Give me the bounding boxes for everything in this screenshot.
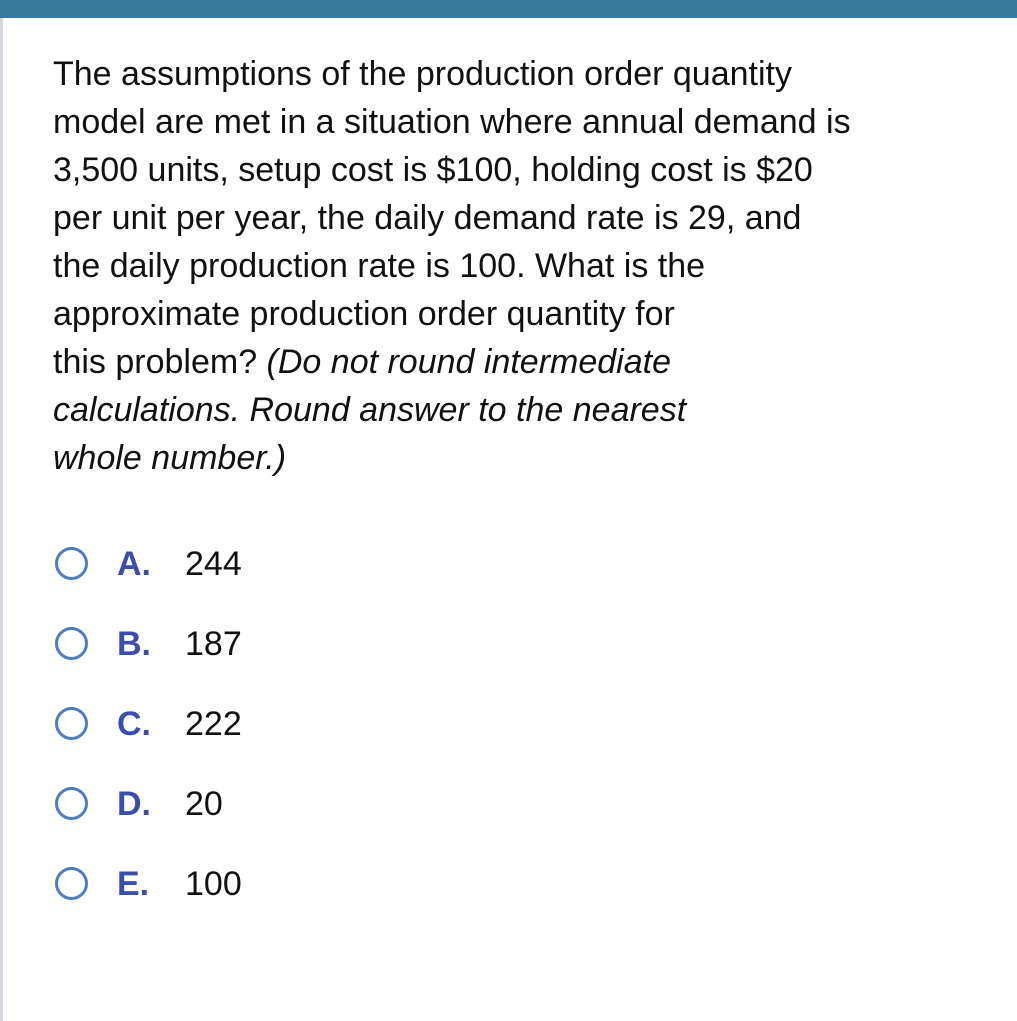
option-letter: D. (117, 785, 151, 823)
answer-options (55, 540, 655, 940)
instruction-text: calculations. Round answer to the nearest (53, 391, 687, 429)
radio-button-icon[interactable] (55, 867, 88, 900)
radio-button-icon[interactable] (55, 627, 88, 660)
option-b[interactable] (55, 620, 655, 700)
question-line: per unit per year, the daily demand rate is 29, and (53, 199, 802, 237)
question-text (53, 50, 983, 482)
question-line: 3,500 units, setup cost is $100, holding cost is $20 (53, 151, 813, 189)
option-a[interactable] (55, 540, 655, 620)
option-c[interactable] (55, 700, 655, 780)
option-d[interactable] (55, 780, 655, 860)
radio-button-icon[interactable] (55, 707, 88, 740)
option-letter: A. (117, 545, 151, 583)
question-line: The assumptions of the production order quantity (53, 55, 792, 93)
option-value: 20 (185, 785, 223, 823)
option-letter: E. (117, 865, 150, 903)
radio-button-icon[interactable] (55, 787, 88, 820)
header-bar (0, 0, 1017, 18)
option-value: 222 (185, 705, 242, 743)
question-line: this problem? (53, 343, 267, 381)
question-line: model are met in a situation where annual demand is (53, 103, 851, 141)
left-border (0, 18, 3, 1021)
question-line-mixed (53, 338, 983, 386)
option-value: 187 (185, 625, 242, 663)
question-line: the daily production rate is 100. What is the (53, 247, 706, 285)
option-letter: C. (117, 705, 151, 743)
option-e[interactable] (55, 860, 655, 940)
instruction-text: (Do not round intermediate (266, 343, 671, 381)
option-value: 244 (185, 545, 242, 583)
option-letter: B. (117, 625, 151, 663)
question-line: approximate production order quantity for (53, 295, 675, 333)
radio-button-icon[interactable] (55, 547, 88, 580)
instruction-text: whole number.) (53, 439, 287, 477)
option-value: 100 (185, 865, 242, 903)
